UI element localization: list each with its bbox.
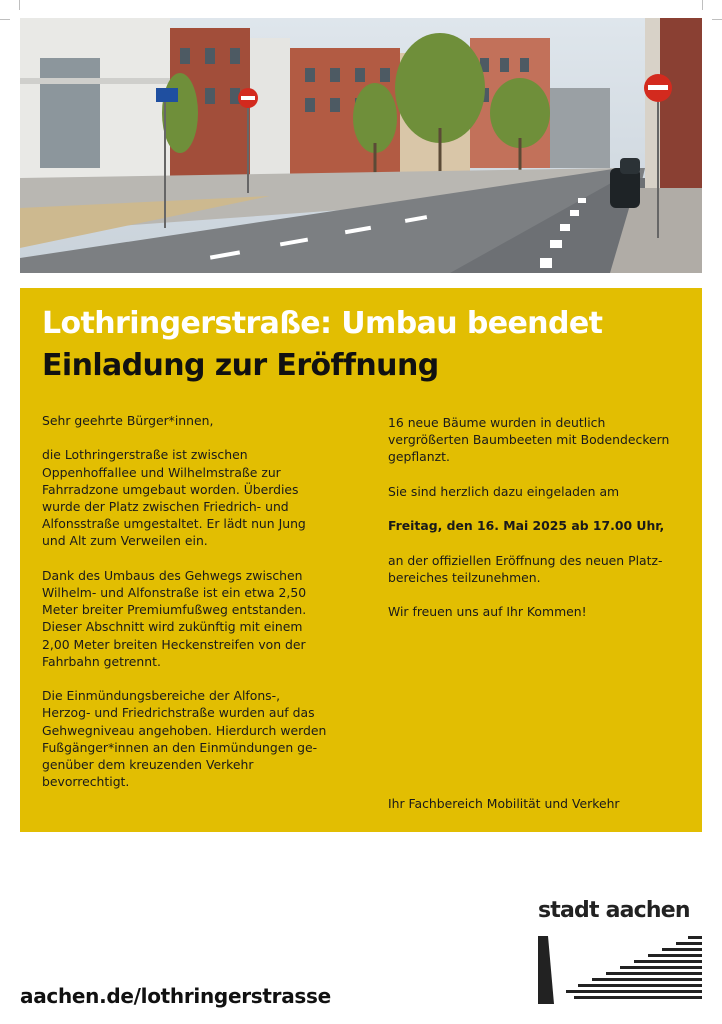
event-purpose: an der offiziellen Eröffnung des neuen Platz- bereiches teilzunehmen. (388, 552, 663, 585)
invitation-text: Sie sind herzlich dazu eingeladen am (388, 483, 620, 499)
stadt-aachen-logo (538, 898, 702, 1008)
website-link[interactable]: aachen.de/lothringerstrasse (20, 984, 331, 1008)
body-column-left (42, 412, 342, 790)
paragraph-junctions: Die Einmündungsbereiche der Alfons-, Herzog- und Friedrichstraße wurden auf das Gehwegniveau angehoben. Hierdurch werden Fußgänger*innen an den Einmündungen ge- genüber dem kreuzenden Verkehr bevorrechtigt. (42, 688, 327, 790)
photo-credit: © Stadt Aachen/FB68 (48, 277, 114, 284)
crop-mark (702, 0, 703, 10)
event-date: Freitag, den 16. Mai 2025 ab 17.00 Uhr, (388, 518, 665, 534)
street-photo (20, 18, 702, 284)
closing-text: Wir freuen uns auf Ihr Kommen! (388, 604, 587, 620)
salutation: Sehr geehrte Bürger*innen, (42, 413, 214, 428)
signature: Ihr Fachbereich Mobilität und Verkehr (388, 796, 620, 811)
crop-mark (0, 19, 10, 20)
paragraph-trees: 16 neue Bäume wurden in deutlich vergrößerten Baumbeeten mit Bodendeckern gepflanzt. (388, 415, 670, 465)
paragraph-conversion: die Lothringerstraße ist zwischen Oppenhoffallee und Wilhelmstraße zur Fahrradzone umgebaut worden. Überdies wurde der Platz zwischen Friedrich- und Alfonsstraße umgestaltet. Er lädt nun Jung und Alt zum Verweilen ein. (42, 447, 306, 549)
street-photo-illustration (20, 18, 702, 273)
logo-stripes-icon (538, 930, 702, 1006)
crop-mark (19, 0, 20, 10)
headline-secondary: Einladung zur Eröffnung (42, 348, 439, 383)
announcement-panel (20, 288, 702, 832)
paragraph-footpath: Dank des Umbaus des Gehwegs zwischen Wilhelm- und Alfonstraße ist ein etwa 2,50 Meter breiter Premiumfußweg entstanden. Dieser Abschnitt wird zukünftig mit einem 2,00 Meter breiten Heckenstreifen von der Fahrbahn getrennt. (42, 567, 307, 669)
logo-wordmark: stadt aachen (538, 898, 690, 923)
body-column-right (388, 414, 688, 620)
crop-mark (712, 19, 722, 20)
headline-primary: Lothringerstraße: Umbau beendet (42, 306, 603, 341)
